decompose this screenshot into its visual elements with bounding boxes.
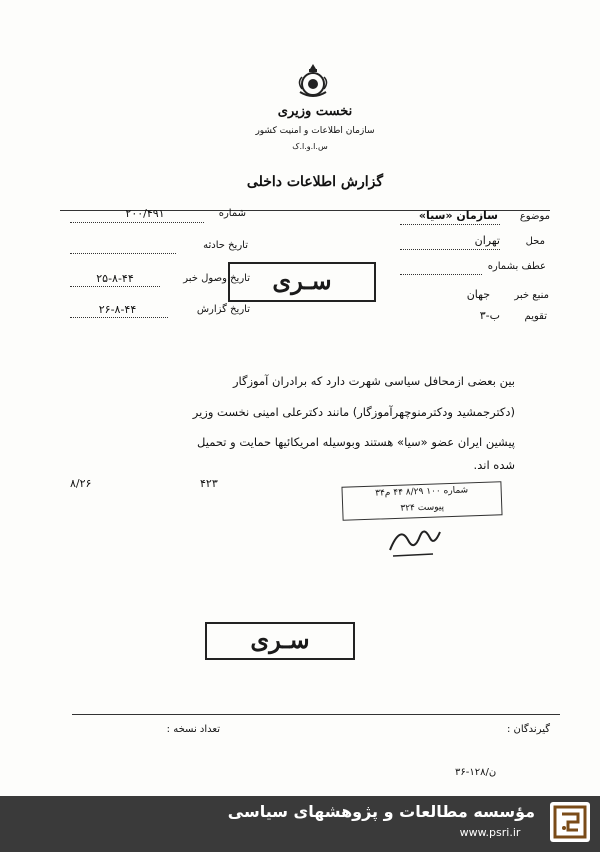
institute-logo-icon <box>550 802 590 842</box>
body-line-3: پیشین ایران عضو «سیا» هستند وبوسیله امریکائیها حمایت و تحمیل <box>197 435 515 449</box>
number-value: ۲۰۰/۴۹۱ <box>125 207 165 220</box>
number-label: شماره <box>218 208 246 219</box>
event-date-label: تاریخ حادثه <box>203 240 248 251</box>
location-label: محل <box>525 236 545 247</box>
subject-line <box>400 224 500 225</box>
report-type-title: گزارش اطلاعات داخلی <box>246 174 384 190</box>
classification-text-bottom: سـری <box>250 625 310 654</box>
subject-value: سازمان «سیا» <box>418 209 498 222</box>
grade-value: ب-۳ <box>479 309 500 322</box>
marginal-note-left: ۸/۲۶ <box>70 477 92 490</box>
location-value: تهران <box>474 234 500 247</box>
body-line-1: بین بعضی ازمحافل سیاسی شهرت دارد که برادران آموزگار <box>232 374 515 388</box>
event-date-line <box>70 253 176 254</box>
source-value: جهان <box>466 288 490 301</box>
receipt-date-value: ۲۵-۸-۴۴ <box>96 272 134 285</box>
report-date-value: ۲۶-۸-۴۴ <box>98 303 137 316</box>
ref-label: عطف بشماره <box>487 261 546 272</box>
ref-line <box>400 274 482 275</box>
report-date-line <box>70 317 168 318</box>
organization-code: س.ا.و.ا.ک <box>292 142 328 151</box>
registration-stamp-line2: پیوست ۳۲۴ <box>400 502 445 514</box>
subject-label: موضوع <box>519 211 550 222</box>
report-date-label: تاریخ گزارش <box>196 304 250 315</box>
copies-label: تعداد نسخه : <box>166 724 220 735</box>
lion-and-sun-emblem <box>292 62 334 102</box>
number-line <box>70 222 204 223</box>
body-line-2: (دکترجمشید ودکترمنوچهرآموزگار) مانند دکترعلی امینی نخست وزیر <box>192 405 515 419</box>
watermark-text: مؤسسه مطالعات و پژوهشهای سیاسی <box>227 802 535 821</box>
source-label: منبع خبر <box>514 290 549 301</box>
location-line <box>400 249 500 250</box>
receipt-date-label: تاریخ وصول خبر <box>183 273 250 284</box>
registration-stamp <box>341 481 502 521</box>
body-line-4: شده اند. <box>473 458 515 472</box>
footer-separator <box>72 714 560 715</box>
receipt-date-line <box>70 286 160 287</box>
watermark-url: www.psri.ir <box>459 826 521 839</box>
registration-stamp-line1: شماره ۱۰۰ ۸/۲۹ ۴۴ م۳۴ <box>375 485 469 499</box>
handwritten-signature <box>385 520 445 560</box>
form-code: ۳۶-۱۲۸/ن <box>455 767 497 778</box>
grade-label: تقویم <box>524 311 547 322</box>
recipients-label: گیرندگان : <box>506 724 550 735</box>
classification-text-top: سـری <box>272 266 332 295</box>
office-title: نخست وزیری <box>277 104 353 119</box>
organization-name: سازمان اطلاعات و امنیت کشور <box>255 126 375 136</box>
marginal-note-mid: ۴۲۳ <box>200 477 218 490</box>
